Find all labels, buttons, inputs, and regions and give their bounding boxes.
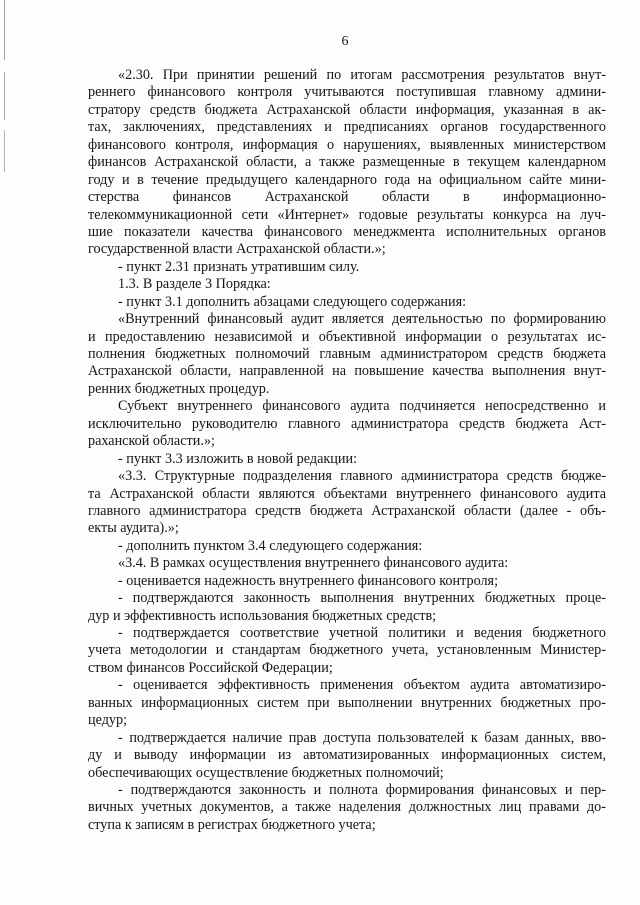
- text-line: - подтверждается наличие прав доступа пользователей к базам данных, вво-: [118, 729, 606, 746]
- paragraph: [88, 730, 606, 782]
- text-line: раханской области.»;: [88, 433, 215, 450]
- text-line: - дополнить пунктом 3.4 следующего содержания:: [118, 537, 423, 554]
- text-line: шие показатели качества финансового менеджмента исполнительных органов: [88, 223, 606, 240]
- text-line: «2.30. При принятии решений по итогам рассмотрения результатов внут-: [118, 67, 606, 83]
- paragraph: [88, 468, 606, 538]
- paragraph: [88, 259, 606, 276]
- paragraph: [88, 538, 606, 555]
- text-line: ступа к записям в регистрах бюджетного учета;: [88, 816, 376, 833]
- text-line: Субъект внутреннего финансового аудита подчиняется непосредственно и: [118, 398, 606, 415]
- paragraph: [88, 67, 606, 259]
- document-body: [88, 67, 606, 834]
- text-line: полнения бюджетных полномочий главным администратором средств бюджета: [88, 346, 606, 362]
- text-line: - пункт 3.3 изложить в новой редакции:: [118, 450, 358, 467]
- text-line: - пункт 2.31 признать утратившим силу.: [118, 258, 360, 275]
- text-line: телекоммуникационной сети «Интернет» годовые результаты конкурса на луч-: [88, 206, 606, 223]
- text-line: государственной власти Астраханской области.»;: [88, 241, 386, 258]
- text-line: «3.3. Структурные подразделения главного администратора средств бюдже-: [118, 468, 606, 485]
- text-line: «Внутренний финансовый аудит является деятельностью по формированию: [118, 311, 606, 328]
- text-line: обеспечивающих осуществление бюджетных полномочий;: [88, 764, 444, 781]
- text-line: финансового контроля, информация о нарушениях, выявленных министерством: [88, 136, 606, 153]
- text-line: дур и эффективность использования бюджетных средств;: [88, 607, 437, 624]
- text-line: ренних бюджетных процедур.: [88, 380, 270, 397]
- paragraph: [88, 294, 606, 311]
- paragraph: [88, 625, 606, 677]
- page-number: 6: [341, 34, 349, 49]
- text-line: - подтверждаются законность и полнота формирования финансовых и пер-: [118, 781, 606, 798]
- paragraph: [88, 311, 606, 398]
- text-line: исключительно руководителю главного администратора средств бюджета Аст-: [88, 415, 606, 432]
- text-line: реннего финансового контроля учитываются поступившая главному админи-: [88, 84, 606, 101]
- scan-edge-artifact: [4, 0, 5, 172]
- text-line: цедур;: [88, 712, 128, 729]
- text-line: учета методологии и стандартам бюджетного учета, установленным Министер-: [88, 642, 606, 659]
- text-line: - подтверждается соответствие учетной политики и ведения бюджетного: [118, 625, 606, 641]
- text-line: Астраханской области, направленной на повышение качества выполнения внут-: [88, 363, 606, 380]
- paragraph: [88, 782, 606, 834]
- paragraph: [88, 677, 606, 729]
- text-line: - пункт 3.1 дополнить абзацами следующего содержания:: [118, 293, 467, 310]
- text-line: - оценивается надежность внутреннего финансового контроля;: [118, 572, 499, 589]
- text-line: тах, заключениях, представлениях и предписаниях органов государственного: [88, 119, 606, 136]
- paragraph: [88, 555, 606, 572]
- paragraph: [88, 590, 606, 625]
- text-line: екты аудита).»;: [88, 520, 179, 537]
- text-line: ванных информационных систем при выполнении внутренних бюджетных про-: [88, 694, 606, 711]
- text-line: вичных учетных документов, а также наделения должностных лиц правами до-: [88, 799, 606, 816]
- text-line: - оценивается эффективность применения объектом аудита автоматизиро-: [118, 677, 606, 694]
- text-line: ду и выводу информации из автоматизированных информационных систем,: [88, 747, 606, 764]
- paragraph: [88, 451, 606, 468]
- text-line: ством финансов Российской Федерации;: [88, 659, 333, 676]
- text-line: и предоставлению независимой и объективной информации о результатах ис-: [88, 328, 606, 345]
- text-line: «3.4. В рамках осуществления внутреннего финансового аудита:: [118, 555, 509, 572]
- text-line: - подтверждаются законность выполнения внутренних бюджетных проце-: [118, 590, 606, 607]
- paragraph: [88, 573, 606, 590]
- text-line: стерства финансов Астраханской области в информационно-: [88, 189, 606, 206]
- text-line: стратору средств бюджета Астраханской области информация, указанная в ак-: [88, 101, 606, 118]
- text-line: году и в течение предыдущего календарного года на официальном сайте мини-: [88, 171, 606, 188]
- paragraph: [88, 398, 606, 450]
- text-line: та Астраханской области являются объектами внутреннего финансового аудита: [88, 485, 606, 502]
- text-line: финансов Астраханской области, а также размещенные в текущем календарном: [88, 154, 606, 171]
- text-line: 1.3. В разделе 3 Порядка:: [118, 276, 271, 293]
- paragraph: [88, 276, 606, 293]
- text-line: главного администратора средств бюджета Астраханской области (далее - объ-: [88, 502, 606, 519]
